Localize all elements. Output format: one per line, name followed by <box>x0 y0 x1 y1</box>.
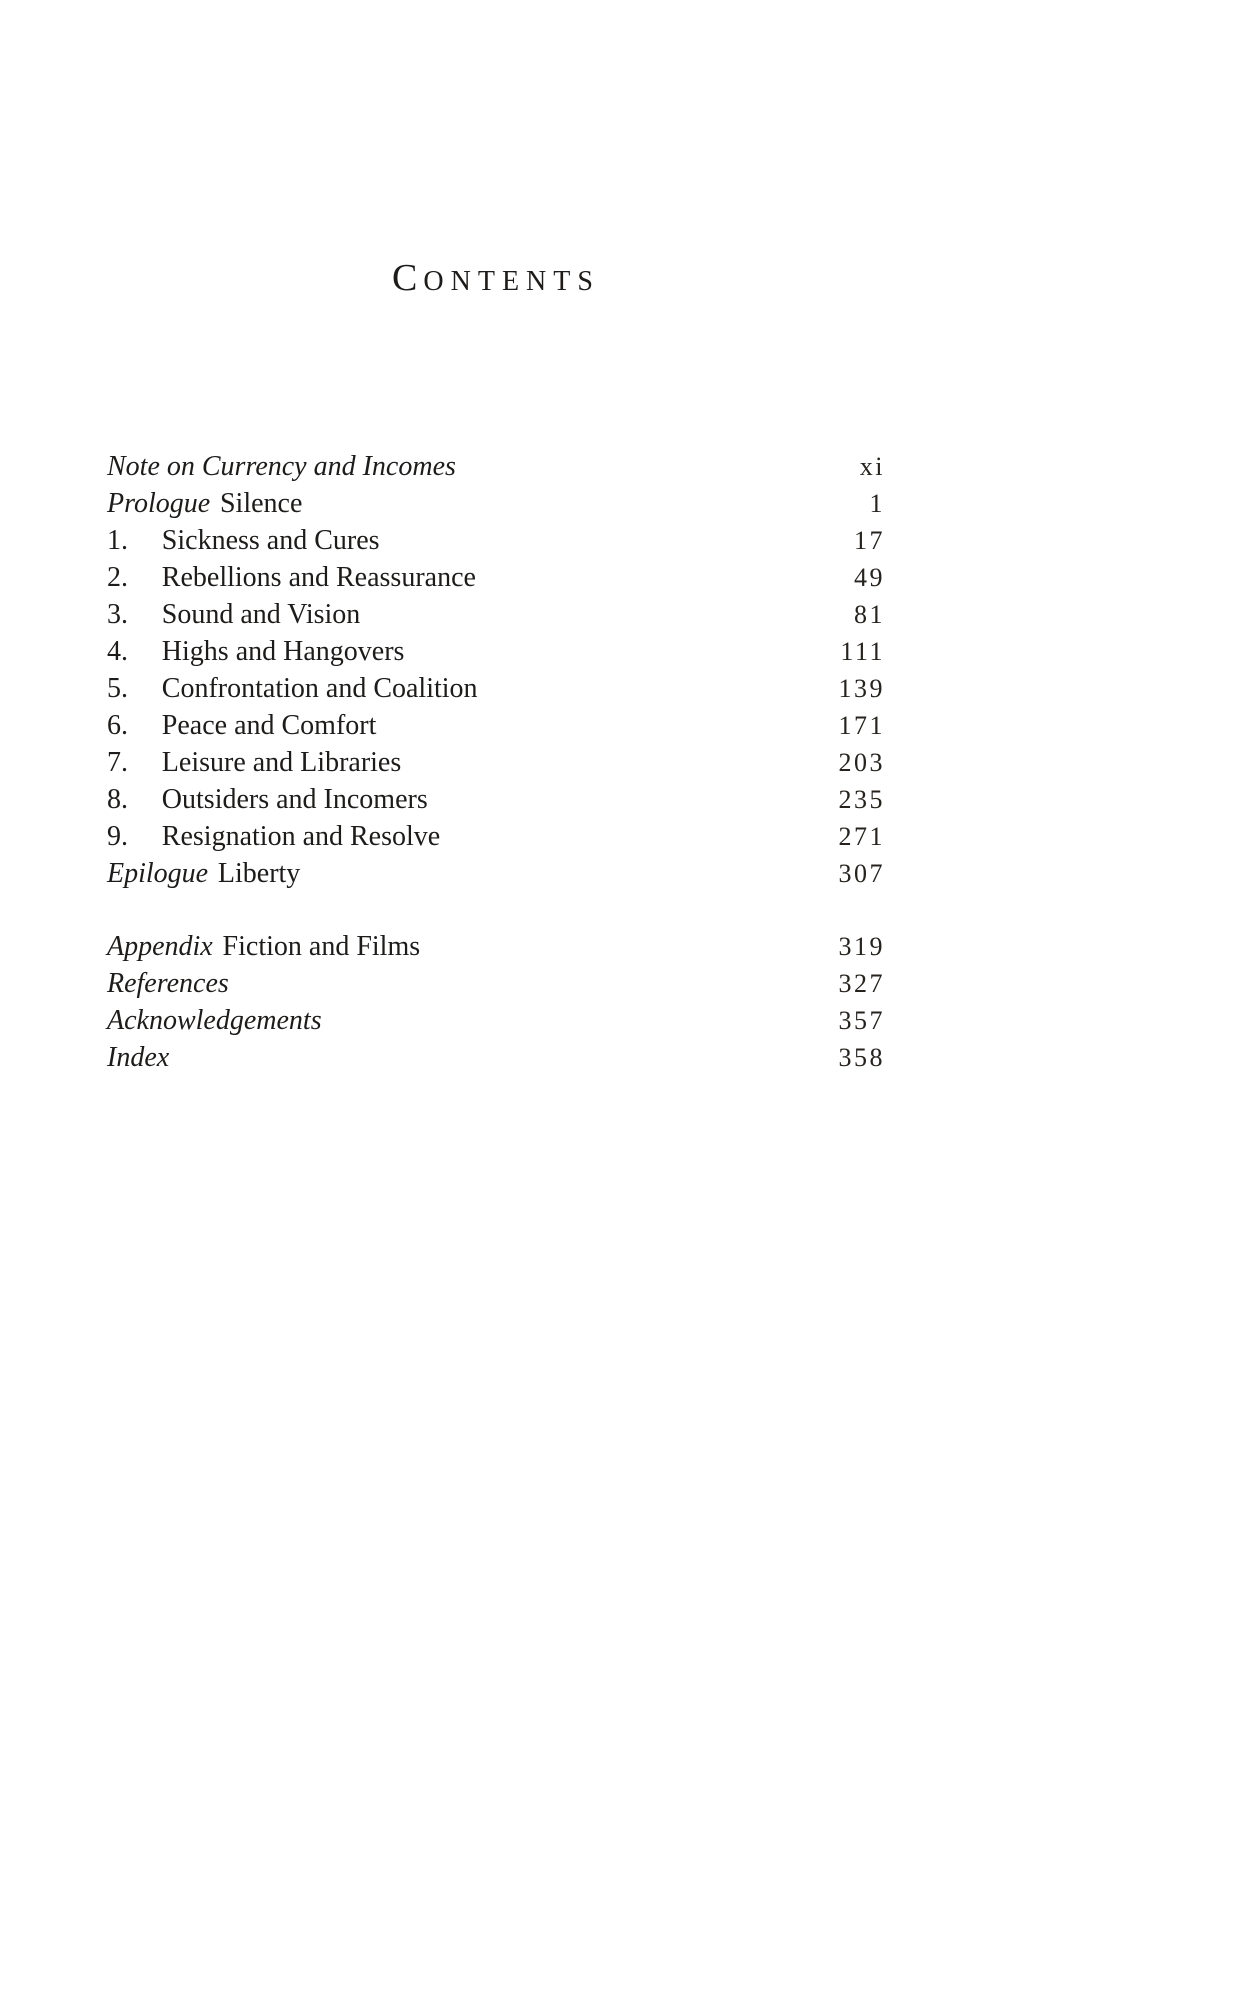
page-title-initial: C <box>392 257 424 299</box>
entry-number: 1. <box>107 525 128 556</box>
entry-title: Confrontation and Coalition <box>161 673 478 704</box>
toc-entry <box>107 670 885 707</box>
entry-title-italic: Index <box>107 1042 170 1073</box>
toc-entry <box>107 707 885 744</box>
toc-entry <box>107 596 885 633</box>
entry-page-number: 81 <box>854 600 885 629</box>
entry-title-italic: Note on Currency and Incomes <box>107 451 456 482</box>
entry-page-number: 17 <box>854 526 885 555</box>
toc-entry <box>107 818 885 855</box>
entry-number: 9. <box>107 821 128 852</box>
entry-number: 7. <box>107 747 128 778</box>
entry-page-number: 203 <box>838 748 885 777</box>
entry-page-number: 271 <box>838 822 885 851</box>
entry-page-number: 358 <box>838 1043 885 1072</box>
toc-back-matter <box>107 928 885 1076</box>
toc-entry <box>107 559 885 596</box>
entry-title: Resignation and Resolve <box>161 821 441 852</box>
toc-entry <box>107 928 885 965</box>
entry-number: 5. <box>107 673 128 704</box>
entry-number: 4. <box>107 636 128 667</box>
entry-title: Leisure and Libraries <box>161 747 402 778</box>
toc-entry <box>107 1039 885 1076</box>
entry-page-number: 111 <box>840 637 885 666</box>
entry-number: 2. <box>107 562 128 593</box>
entry-page-number: 307 <box>838 859 885 888</box>
entry-number: 3. <box>107 599 128 630</box>
entry-number: 6. <box>107 710 128 741</box>
entry-page-number: 49 <box>854 563 885 592</box>
entry-title: Sickness and Cures <box>161 525 380 556</box>
entry-title: Silence <box>219 488 303 519</box>
page-title <box>107 256 885 300</box>
entry-page-number: 1 <box>869 489 885 518</box>
entry-title-italic: Prologue <box>107 488 211 519</box>
toc-entry <box>107 522 885 559</box>
entry-page-number: 171 <box>838 711 885 740</box>
entry-page-number: xi <box>859 452 885 481</box>
toc-entry <box>107 965 885 1002</box>
entry-title: Peace and Comfort <box>161 710 377 741</box>
toc-entry <box>107 855 885 892</box>
entry-title: Outsiders and Incomers <box>161 784 428 815</box>
entry-title: Sound and Vision <box>161 599 361 630</box>
entry-page-number: 139 <box>838 674 885 703</box>
entry-page-number: 327 <box>838 969 885 998</box>
entry-title-italic: Acknowledgements <box>107 1005 322 1036</box>
entry-number: 8. <box>107 784 128 815</box>
entry-title: Highs and Hangovers <box>161 636 405 667</box>
entry-page-number: 357 <box>838 1006 885 1035</box>
entry-page-number: 319 <box>838 932 885 961</box>
toc-entry <box>107 1002 885 1039</box>
entry-title: Rebellions and Reassurance <box>161 562 476 593</box>
toc-entry <box>107 781 885 818</box>
entry-title-italic: Appendix <box>107 931 213 962</box>
toc-entry <box>107 448 885 485</box>
entry-title-italic: Epilogue <box>107 858 209 889</box>
toc-entry <box>107 485 885 522</box>
entry-title: Fiction and Films <box>222 931 421 962</box>
table-of-contents <box>107 448 885 1076</box>
toc-entry <box>107 744 885 781</box>
page-title-rest: ONTENTS <box>423 266 600 297</box>
toc-entry <box>107 633 885 670</box>
entry-page-number: 235 <box>838 785 885 814</box>
toc-main-entries <box>107 448 885 892</box>
entry-title: Liberty <box>217 858 301 889</box>
entry-title-italic: References <box>107 968 229 999</box>
